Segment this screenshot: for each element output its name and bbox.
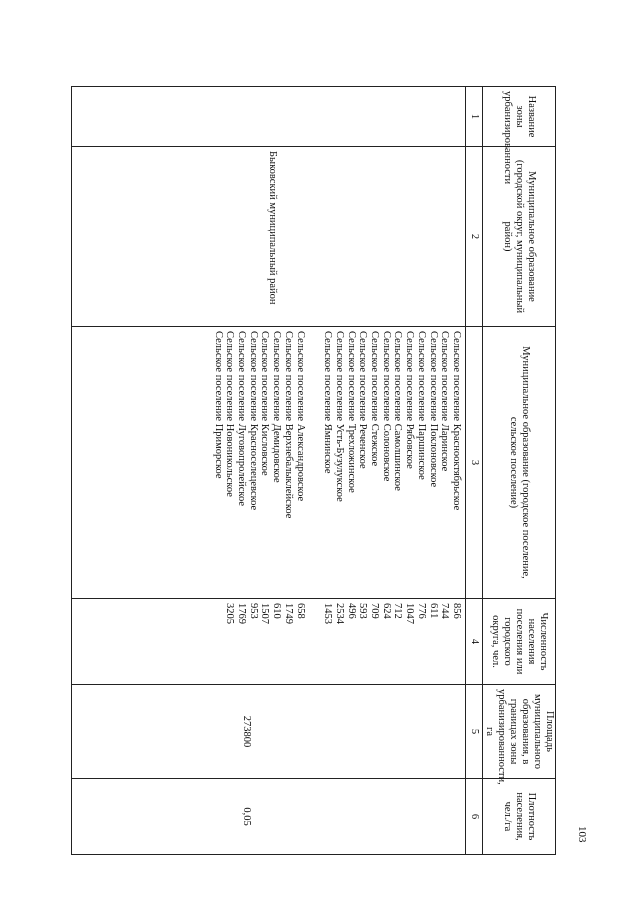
settlement-name: Сельское поселение Рябовское [404,331,416,469]
settlement-name: Сельское поселение Краснооктябрьское [451,331,462,511]
population-value: 496 [345,603,357,619]
area-value: 273800 [241,715,252,748]
municipality-cell [72,147,466,327]
column-number: 5 [466,685,483,779]
population-value: 593 [357,603,369,619]
population-value: 2534 [333,603,345,624]
settlement-name: Сельское поселение Луговопролейское [236,331,248,507]
population-value: 1453 [322,603,334,624]
population-value: 1769 [236,603,248,624]
settlement-name: Сельское поселение Паршинское [415,331,427,480]
zone-name-cell [72,87,466,147]
population-value: 658 [294,603,306,619]
settlement-name: Сельское поселение Ларинское [439,331,451,472]
settlement-name: Сельское поселение Стежское [369,331,381,467]
population-value: 611 [427,603,439,619]
population-value: 856 [451,603,462,619]
header-municipality: Муниципальное образование (городской округ, муниципальный район) [483,147,556,327]
settlement-name: Сельское поселение Демидовское [271,331,283,483]
population-cell [72,599,466,685]
rotated-page [84,86,556,854]
settlement-name: Сельское поселение Новоникольское [224,331,236,497]
column-number: 1 [466,87,483,147]
settlement-name: Сельское поселение Красноселецевское [247,331,259,511]
column-number: 3 [466,327,483,599]
header-zone-name: Название зоны урбанизированности [483,87,556,147]
population-value: 610 [271,603,283,619]
column-number: 6 [466,779,483,855]
settlement-name: Сельское поселение Ямнинское [322,331,334,474]
column-number: 2 [466,147,483,327]
population-value: 1047 [404,603,416,624]
population-value: 712 [392,603,404,619]
settlement-name: Сельское поселение Кисловское [259,331,271,476]
header-area: Площадь муниципального образования, в границах зоны урбанизированности, га [483,685,556,779]
settlement-name: Сельское поселение Самолшинское [392,331,404,491]
settlement-name: Сельское поселение Приморское [212,331,224,479]
header-population: Численность населения поселения или городского округа, чел. [483,599,556,685]
urbanization-table [71,86,556,855]
population-value: 953 [247,603,259,619]
page-number: 103 [576,826,588,843]
population-value: 709 [369,603,381,619]
density-cell [72,779,466,855]
settlement-name: Сельское поселение Усть-Бузулукское [333,331,345,502]
header-row [483,87,556,855]
settlement-name: Сельское поселение Александровское [294,331,306,502]
column-number-row [466,87,483,855]
population-value: 776 [415,603,427,619]
settlement-name: Сельское поселение Поклоновское [427,331,439,488]
density-value: 0,05 [241,807,252,826]
district-name: Быковский муниципальный район [267,151,278,305]
population-value: 1749 [282,603,294,624]
settlement-name: Сельское поселение Реченское [357,331,369,469]
population-value: 3205 [224,603,236,624]
area-cell [72,685,466,779]
population-value: 1507 [259,603,271,624]
settlement-name: Сельское поселение Трехложинское [345,331,357,493]
settlement-name: Сельское поселение Верхнебалыклейское [282,331,294,519]
population-value: 744 [439,603,451,619]
data-row [72,87,466,855]
settlement-name: Сельское поселение Солоновское [380,331,392,482]
column-number: 4 [466,599,483,685]
header-settlement: Муниципальное образование (городское поселение, сельское поселение) [483,327,556,599]
settlement-cell [72,327,466,599]
population-value: 624 [380,603,392,619]
header-density: Плотность населения, чел./га [483,779,556,855]
